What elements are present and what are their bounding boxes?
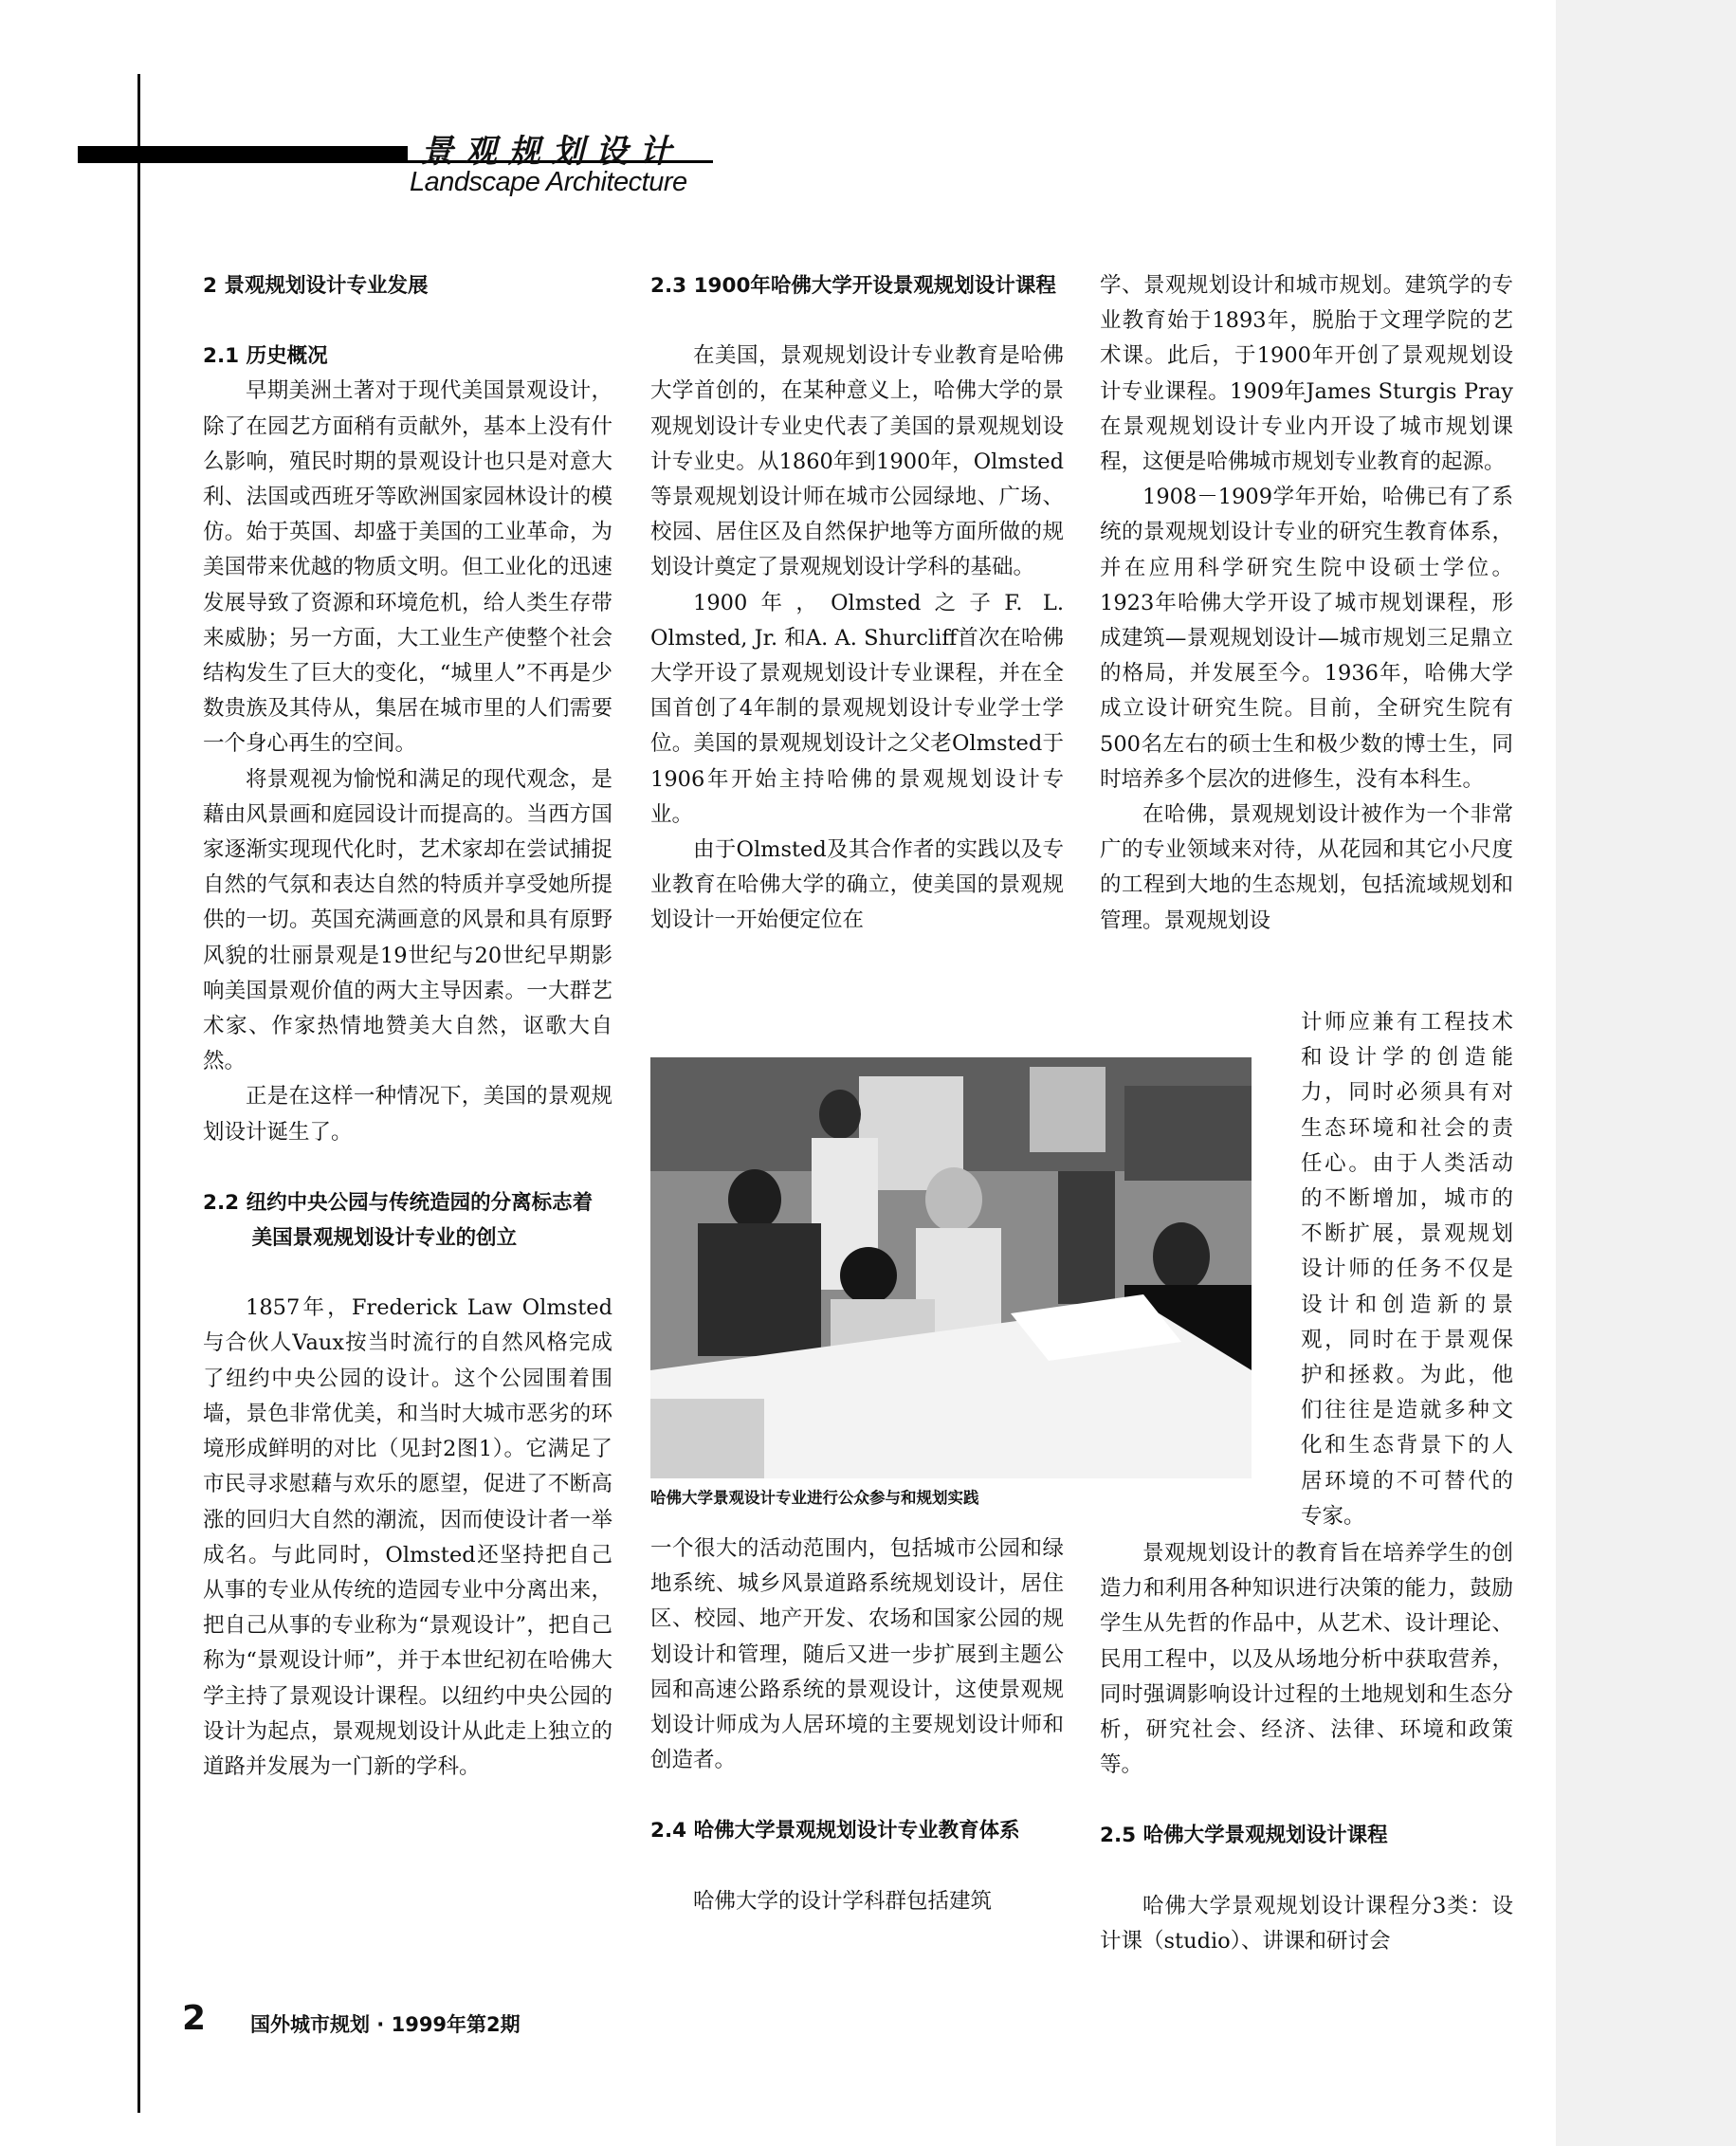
section-heading-2-2: 2.2 纽约中央公园与传统造园的分离标志着美国景观规划设计专业的创立 (203, 1190, 594, 1251)
paragraph: 1900年，Olmsted之子F. L. Olmsted, Jr. 和A. A. Shurcliff首次在哈佛大学开设了景观规划设计专业课程，并在全国首创了4年制的景观规划设计专业学士学位。美国的景观规划设计之父老Olmsted于1906年开始主持哈佛的景观规划设计专业。 (650, 590, 1064, 827)
journal-footer: 国外城市规划 · 1999年第2期 (250, 2013, 521, 2036)
header-title-en: Landscape Architecture (410, 167, 687, 197)
paragraph: 哈佛大学的设计学科群包括建筑 (693, 1888, 993, 1914)
paragraph: 1857年，Frederick Law Olmsted与合伙人Vaux按当时流行的自然风格完成了纽约中央公园的设计。这个公园围着围墙，景色非常优美，和当时大城市恶劣的环境形成鲜明的对比（见封2图1）。它满足了市民寻求慰藉与欢乐的愿望，促进了不断高涨的回归大自然的潮流，因而使设计者一举成名。与此同时，Olmsted还坚持把自己从事的专业从传统的造园专业中分离出来，把自己从事的专业称为“景观设计”，把自己称为“景观设计师”，并于本世纪初在哈佛大学主持了景观设计课程。以纽约中央公园的设计为起点，景观规划设计从此走上独立的道路并发展为一门新的学科。 (203, 1295, 612, 1779)
figure-photo (650, 1057, 1252, 1478)
paragraph: 1908－1909学年开始，哈佛已有了系统的景观规划设计专业的研究生教育体系，并在应用科学研究生院中设硕士学位。1923年哈佛大学开设了城市规划课程，形成建筑—景观规划设计—城市规划三足鼎立的格局，并发展至今。1936年，哈佛大学成立设计研究生院。目前，全研究生院有500名左右的硕士生和极少数的博士生，同时培养多个层次的进修生，没有本科生。 (1100, 485, 1513, 792)
paragraph: 计师应兼有工程技术和设计学的创造能力，同时必须具有对生态环境和社会的责任心。由于人类活动的不断增加，城市的不断扩展，景观规划设计师的任务不仅是设计和创造新的景观，同时在于景观保护和拯救。为此，他们往往是造就多种文化和生态背景下的人居环境的不可替代的专家。 (1301, 1010, 1513, 1529)
figure-caption: 哈佛大学景观设计专业进行公众参与和规划实践 (650, 1489, 979, 1507)
paragraph: 在美国，景观规划设计专业教育是哈佛大学首创的，在某种意义上，哈佛大学的景观规划设计专业史代表了美国的景观规划设计专业史。从1860年到1900年，Olmsted等景观规划设计师在城市公园绿地、广场、校园、居住区及自然保护地等方面所做的规划设计奠定了景观规划设计学科的基础。 (650, 343, 1064, 580)
page-number: 2 (182, 1999, 207, 2038)
paragraph: 由于Olmsted及其合作者的实践以及专业教育在哈佛大学的确立，使美国的景观规划设计一开始便定位在 (650, 837, 1064, 933)
paragraph: 在哈佛，景观规划设计被作为一个非常广的专业领域来对待，从花园和其它小尺度的工程到大地的生态规划，包括流域规划和管理。景观规划设 (1100, 802, 1513, 933)
paragraph: 早期美洲土著对于现代美国景观设计，除了在园艺方面稍有贡献外，基本上没有什么影响，殖民时期的景观设计也只是对意大利、法国或西班牙等欧洲国家园林设计的模仿。始于英国、却盛于美国的工业革命，为美国带来优越的物质文明。但工业化的迅速发展导致了资源和环境危机，给人类生存带来威胁；另一方面，大工业生产使整个社会结构发生了巨大的变化，“城里人”不再是少数贵族及其侍从，集居在城市里的人们需要一个身心再生的空间。 (203, 378, 612, 757)
column-2-continued (650, 1532, 1064, 1919)
section-heading-2-3: 2.3 1900年哈佛大学开设景观规划设计课程 (650, 274, 1056, 298)
header-title-cn: 景观规划设计 (421, 133, 683, 171)
column-1 (203, 268, 612, 1785)
column-3-continued (1100, 1536, 1513, 1959)
column-2 (650, 268, 1064, 939)
paragraph: 将景观视为愉悦和满足的现代观念，是藉由风景画和庭园设计而提高的。当西方国家逐渐实现现代化时，艺术家却在尝试捕捉自然的气氛和表达自然的特质并享受她所提供的一切。英国充满画意的风景和具有原野风貌的壮丽景观是19世纪与20世纪早期影响美国景观价值的两大主导因素。一大群艺术家、作家热情地赞美大自然，讴歌大自然。 (203, 766, 612, 1074)
column-3-wrap (1301, 1005, 1513, 1534)
margin-rule (137, 74, 140, 2113)
photo-image (650, 1057, 1252, 1478)
section-heading-2-5: 2.5 哈佛大学景观规划设计课程 (1100, 1824, 1388, 1848)
paragraph: 哈佛大学景观规划设计课程分3类：设计课（studio）、讲课和研讨会 (1100, 1893, 1513, 1953)
section-heading-2-1: 2.1 历史概况 (203, 344, 328, 369)
header-bar (78, 146, 408, 163)
section-heading-2-4: 2.4 哈佛大学景观规划设计专业教育体系 (650, 1819, 1020, 1843)
section-heading-2: 2 景观规划设计专业发展 (203, 274, 429, 298)
paragraph: 一个很大的活动范围内，包括城市公园和绿地系统、城乡风景道路系统规划设计，居住区、校园、地产开发、农场和国家公园的规划设计和管理，随后又进一步扩展到主题公园和高速公路系统的景观设计，这使景观规划设计师成为人居环境的主要规划设计师和创造者。 (650, 1536, 1064, 1773)
column-3 (1100, 268, 1513, 939)
paragraph: 正是在这样一种情况下，美国的景观规划设计诞生了。 (203, 1084, 612, 1145)
page-edge-shade (1556, 0, 1736, 2146)
paragraph: 景观规划设计的教育旨在培养学生的创造力和利用各种知识进行决策的能力，鼓励学生从先哲的作品中，从艺术、设计理论、民用工程中，以及从场地分析中获取营养，同时强调影响设计过程的土地规划和生态分析，研究社会、经济、法律、环境和政策等。 (1100, 1541, 1513, 1778)
paragraph: 学、景观规划设计和城市规划。建筑学的专业教育始于1893年，脱胎于文理学院的艺术课。此后，于1900年开创了景观规划设计专业课程。1909年James Sturgis Pray在景观规划设计专业内开设了城市规划课程，这便是哈佛城市规划专业教育的起源。 (1100, 273, 1513, 475)
